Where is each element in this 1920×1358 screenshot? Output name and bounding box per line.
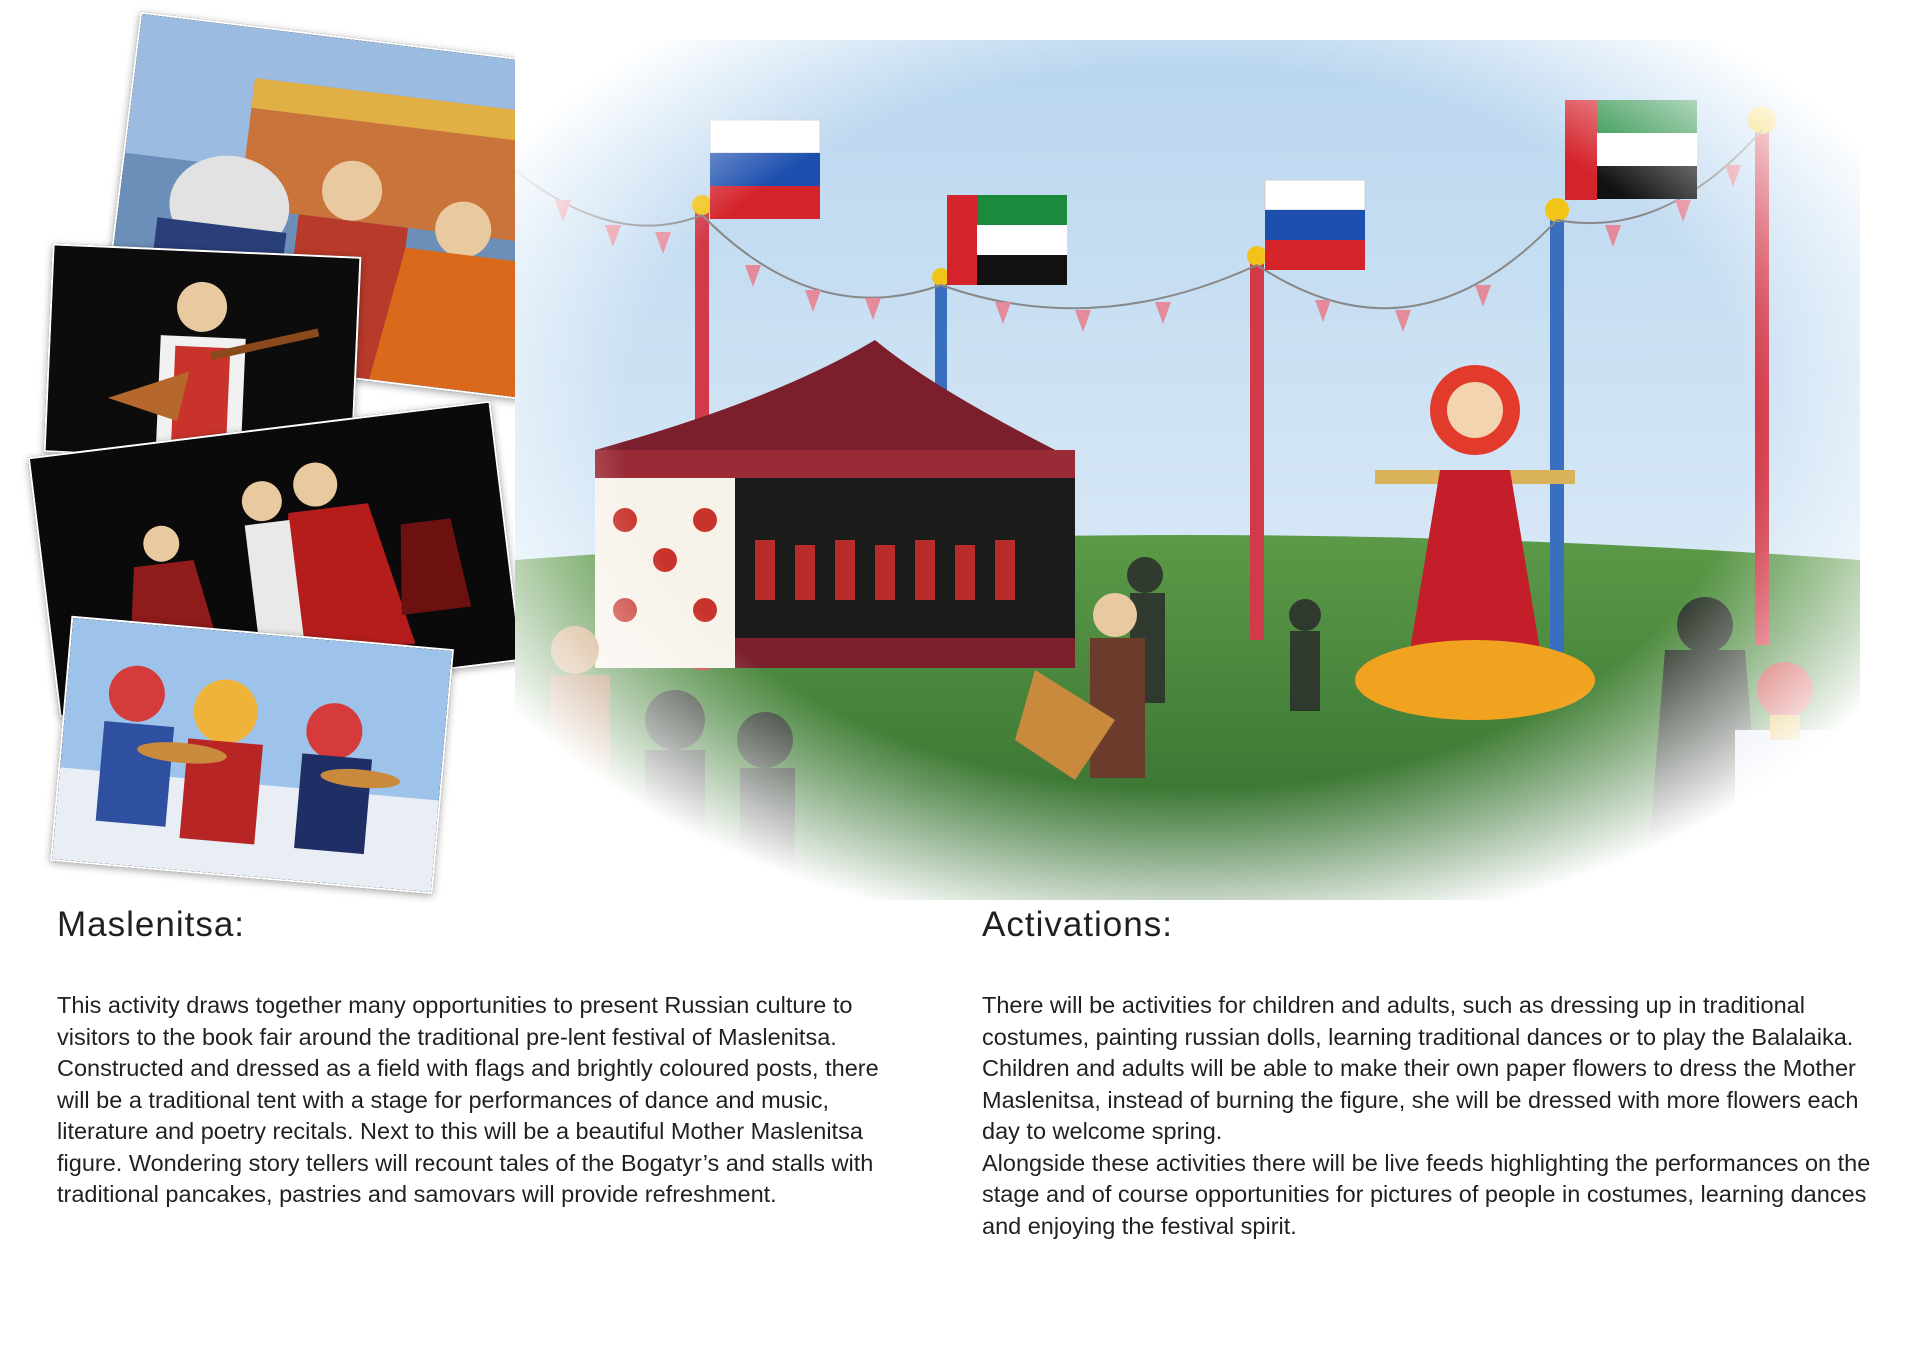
maslenitsa-paragraph-2: Constructed and dressed as a field with flags and brightly coloured posts, there will be a traditional tent with a stage for performances of dance and music, literature and poetry recitals. Next to this will be a beautiful Mother Maslenitsa figure. Wondering story tellers will recount tales of the Bogatyr’s and stalls with traditional pancakes, pastries and samovars will provide refreshment. xyxy=(57,1055,879,1207)
maslenitsa-heading: Maslenitsa: xyxy=(57,905,246,944)
activations-heading: Activations: xyxy=(982,905,1173,944)
activations-paragraph-2: Children and adults will be able to make their own paper flowers to dress the Mother Maslenitsa, instead of burning the figure, she will be dressed with more flowers each day to welcome spring. xyxy=(982,1055,1859,1144)
maslenitsa-description xyxy=(57,990,917,1211)
activations-paragraph-1: There will be activities for children and adults, such as dressing up in traditional costumes, painting russian dolls, learning traditional dances or to play the Balalaika. xyxy=(982,992,1854,1050)
maslenitsa-paragraph-1: This activity draws together many opportunities to present Russian culture to visitors to the book fair around the traditional pre-lent festival of Maslenitsa. xyxy=(57,992,853,1050)
festival-scene-illustration xyxy=(515,40,1860,900)
activations-paragraph-3: Alongside these activities there will be live feeds highlighting the performances on the stage and of course opportunities for pictures of people in costumes, learning dances and enjoying the festival spirit. xyxy=(982,1149,1871,1239)
activations-description xyxy=(982,990,1882,1242)
photo-pancake-women xyxy=(50,616,454,895)
